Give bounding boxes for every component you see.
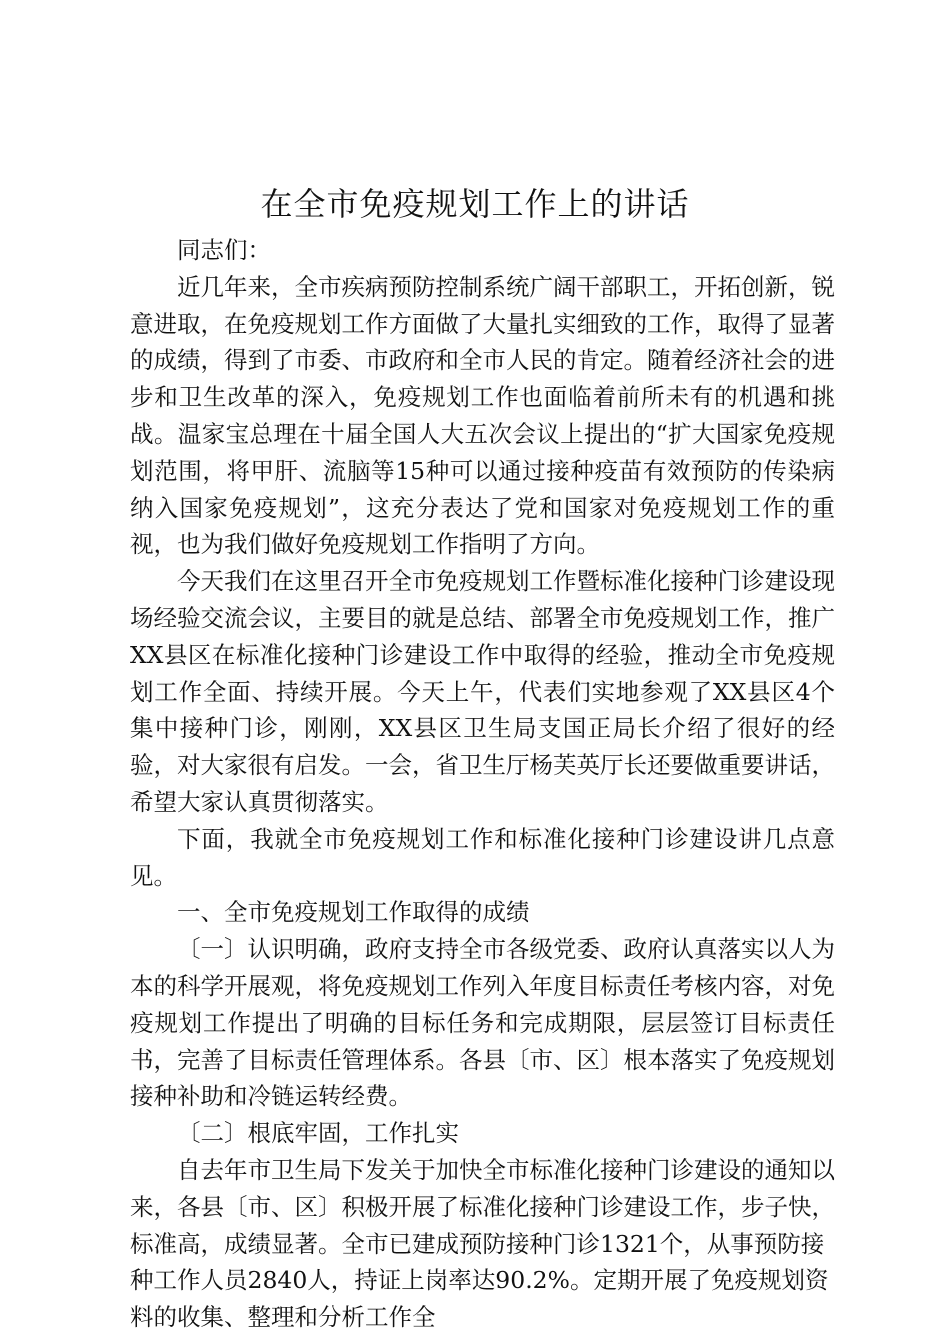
document-body [130, 232, 835, 1336]
body-paragraph: 近几年来，全市疾病预防控制系统广阔干部职工，开拓创新，锐意进取，在免疫规划工作方面做了大量扎实细致的工作，取得了显著的成绩，得到了市委、市政府和全市人民的肯定。随着经济社会的进步和卫生改革的深入，免疫规划工作也面临着前所未有的机遇和挑战。温家宝总理在十届全国人大五次会议上提出的“扩大国家免疫规划范围，将甲肝、流脑等15种可以通过接种疫苗有效预防的传染病纳入国家免疫规划”，这充分表达了党和国家对免疫规划工作的重视，也为我们做好免疫规划工作指明了方向。 [130, 272, 835, 559]
body-paragraph: 下面，我就全市免疫规划工作和标准化接种门诊建设讲几点意见。 [130, 824, 835, 890]
document-title: 在全市免疫规划工作上的讲话 [260, 185, 690, 223]
body-paragraph: 今天我们在这里召开全市免疫规划工作暨标准化接种门诊建设现场经验交流会议，主要目的就是总结、部署全市免疫规划工作，推广XX县区在标准化接种门诊建设工作中取得的经验，推动全市免疫规划工作全面、持续开展。今天上午，代表们实地参观了XX县区4个集中接种门诊，刚刚，XX县区卫生局支国正局长介绍了很好的经验，对大家很有启发。一会，省卫生厅杨芙英厅长还要做重要讲话，希望大家认真贯彻落实。 [130, 567, 835, 816]
salutation-paragraph: 同志们： [177, 236, 271, 264]
section-heading: 一、全市免疫规划工作取得的成绩 [177, 898, 530, 927]
subsection-heading: 〔二〕根底牢固，工作扎实 [177, 1119, 459, 1148]
body-paragraph: 〔一〕认识明确，政府支持全市各级党委、政府认真落实以人为本的科学开展观，将免疫规划工作列入年度目标责任考核内容，对免疫规划工作提出了明确的目标任务和完成期限，层层签订目标责任书，完善了目标责任管理体系。各县〔市、区〕根本落实了免疫规划接种补助和冷链运转经费。 [130, 935, 835, 1111]
body-paragraph: 自去年市卫生局下发关于加快全市标准化接种门诊建设的通知以来，各县〔市、区〕积极开展了标准化接种门诊建设工作，步子快，标准高，成绩显著。全市已建成预防接种门诊1321个，从事预防接种工作人员2840人，持证上岗率达90.2%。定期开展了免疫规划资料的收集、整理和分析工作全 [130, 1155, 835, 1332]
